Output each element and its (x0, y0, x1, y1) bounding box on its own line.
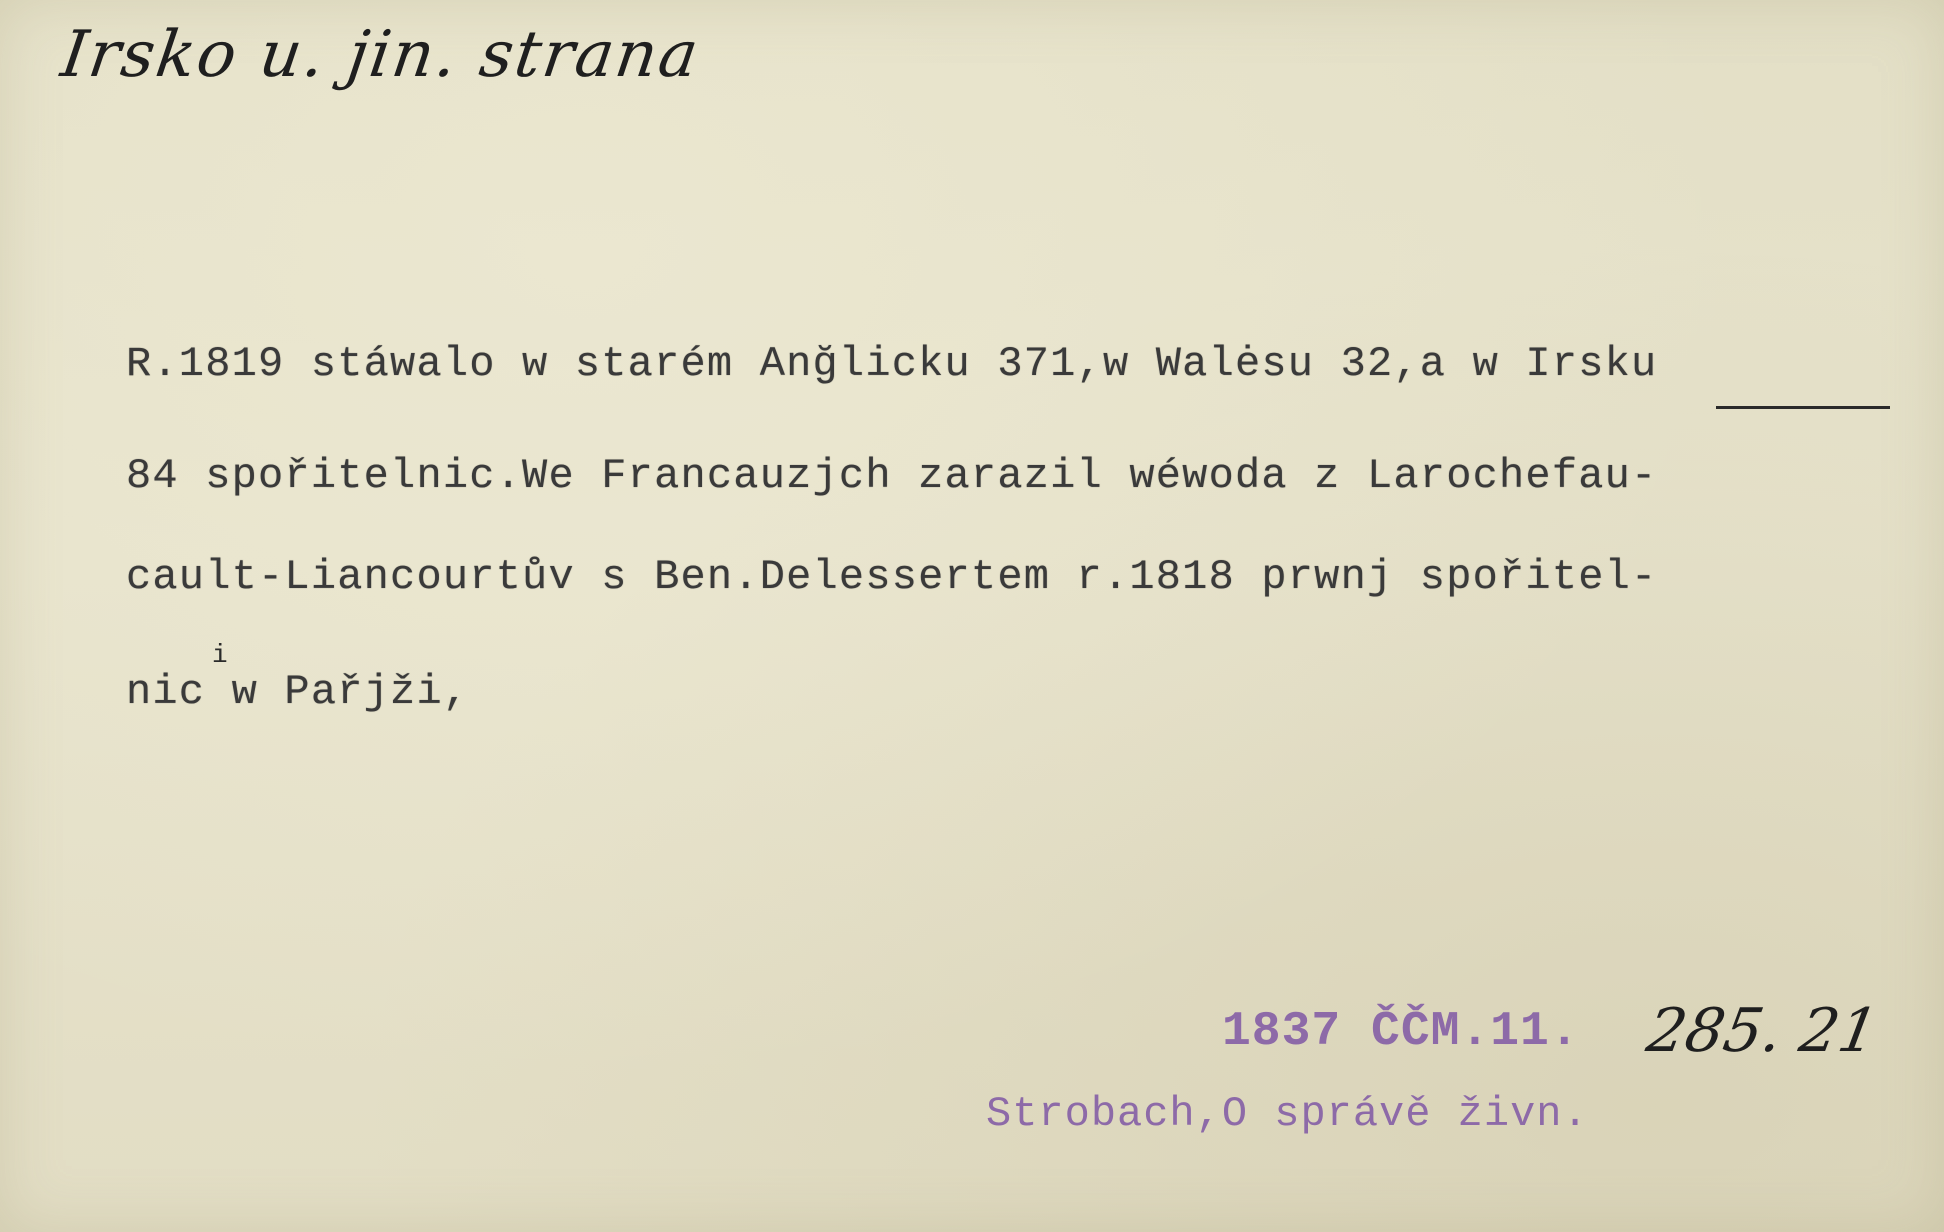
stamp-reference: 1837 ČČM.11. (1222, 1005, 1580, 1059)
handwritten-heading: Irsko u. jin. strana (56, 18, 705, 92)
typed-line-4: nic w Pařjži, (126, 668, 470, 716)
stamp-source: Strobach,O správě živn. (986, 1090, 1589, 1138)
insertion-mark: i (212, 640, 228, 670)
typed-line-1: R.1819 stáwalo w starém Anğlicku 371,w Walėsu 32,a w Irsku (126, 340, 1658, 388)
typed-line-2: 84 spořitelnic.We Francauzjch zarazil wéwoda z Larochefau- (126, 452, 1658, 500)
handwritten-page-reference: 285. 21 (1641, 996, 1884, 1066)
underline-mark (1716, 406, 1890, 409)
typed-line-3: cault-Liancourtův s Ben.Delessertem r.1818 prwnj spořitel- (126, 553, 1658, 601)
